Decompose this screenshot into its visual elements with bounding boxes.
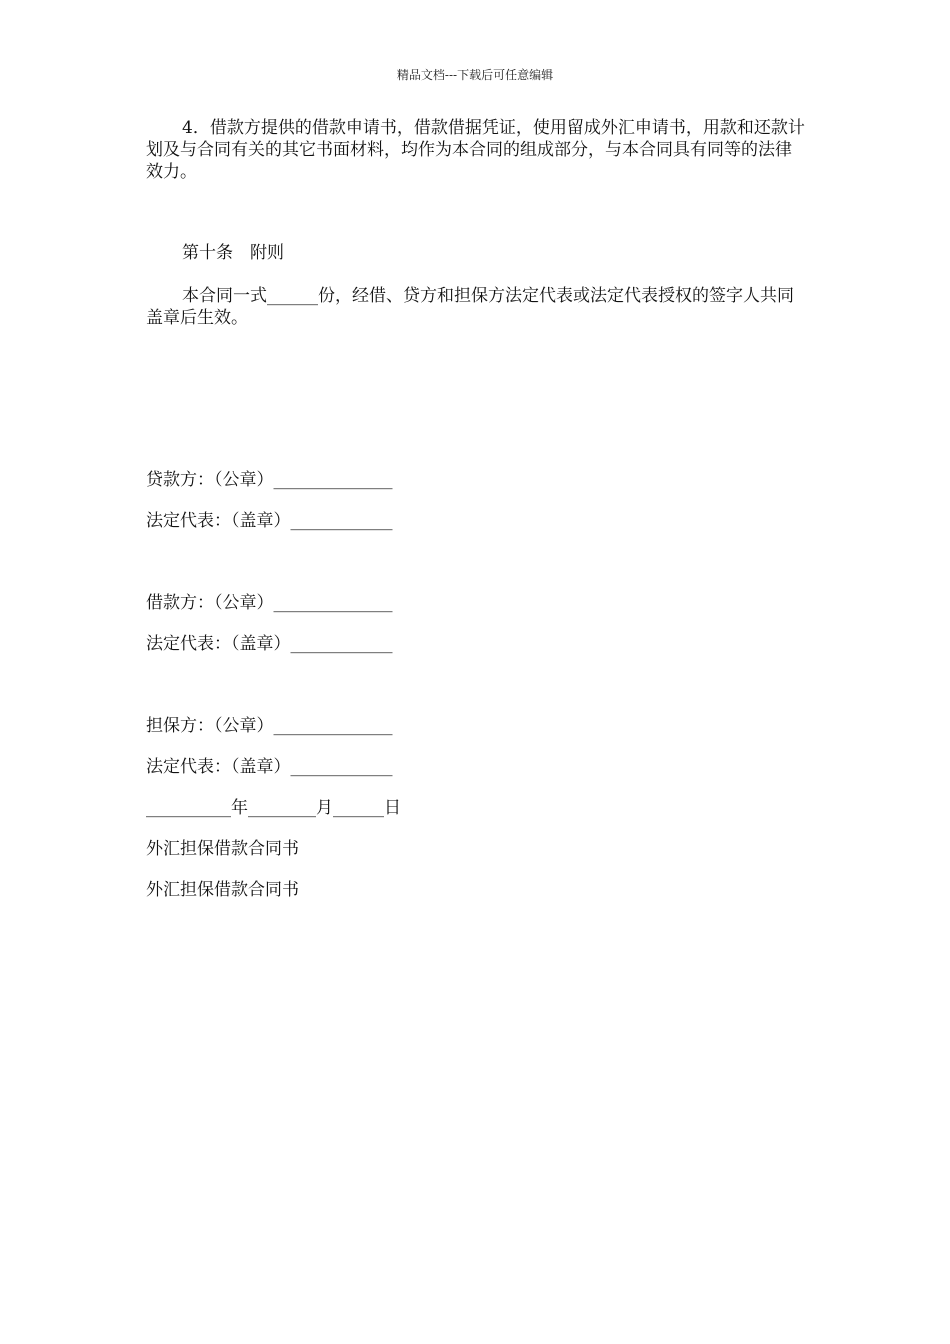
page-header: 精品文档---下载后可任意编辑 xyxy=(396,68,554,82)
lender-seal-line: 贷款方：（公章）______________ xyxy=(146,470,393,490)
clause-4-paragraph: 4．借款方提供的借款申请书，借款借据凭证，使用留成外汇申请书，用款和还款计划及与合同有关的其它书面材料，均作为本合同的组成部分，与本合同具有同等的法律效力。 xyxy=(146,118,805,182)
contract-title-1: 外汇担保借款合同书 xyxy=(146,839,299,859)
borrower-representative-line: 法定代表：（盖章）____________ xyxy=(146,634,393,654)
article-10-heading: 第十条 附则 xyxy=(182,243,284,263)
guarantor-representative-line: 法定代表：（盖章）____________ xyxy=(146,757,393,777)
contract-title-2: 外汇担保借款合同书 xyxy=(146,880,299,900)
lender-representative-line: 法定代表：（盖章）____________ xyxy=(146,511,393,531)
article-10-body: 本合同一式______份，经借、贷方和担保方法定代表或法定代表授权的签字人共同盖章后生效。 xyxy=(146,286,794,328)
guarantor-seal-line: 担保方：（公章）______________ xyxy=(146,716,393,736)
borrower-seal-line: 借款方：（公章）______________ xyxy=(146,593,393,613)
date-line: __________年________月______日 xyxy=(146,798,401,818)
